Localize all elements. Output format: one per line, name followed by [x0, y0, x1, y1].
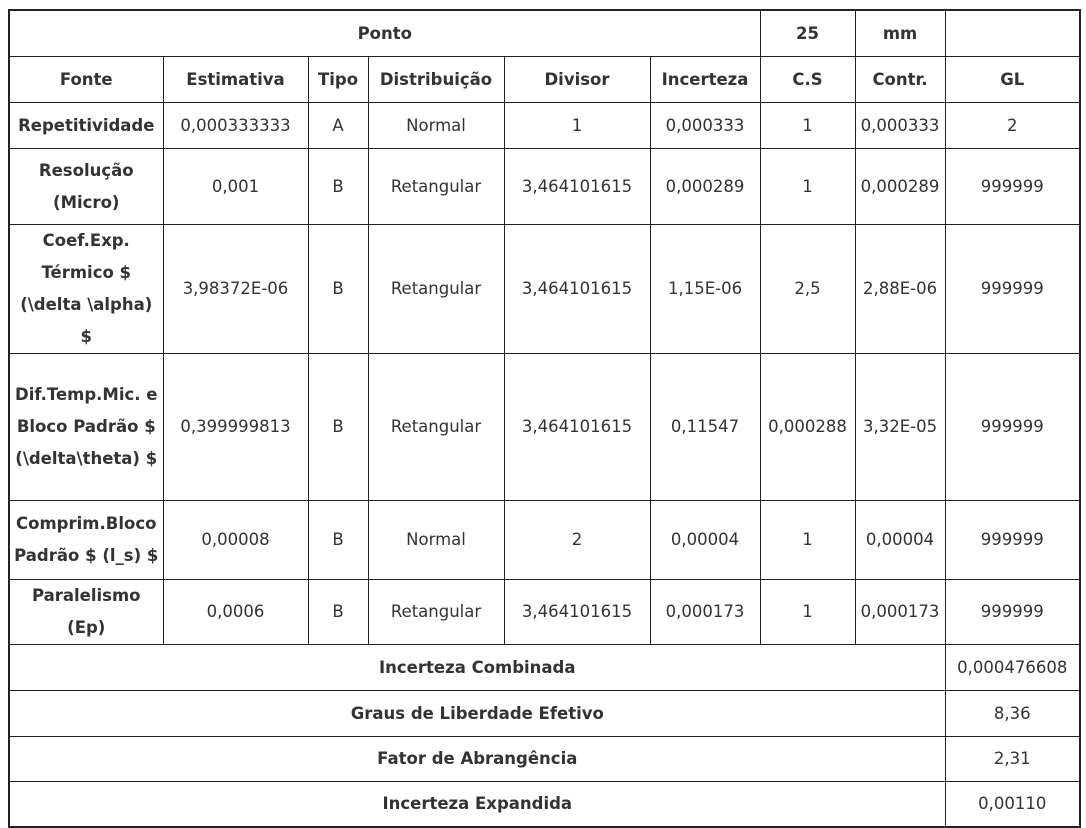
cell-fonte: Paralelismo (Ep): [9, 580, 163, 645]
cell-incerteza: 1,15E-06: [650, 225, 760, 354]
cell-contr: 0,000173: [855, 580, 945, 645]
cell-distribuicao: Retangular: [368, 580, 504, 645]
column-header: Estimativa: [163, 57, 308, 103]
column-header: C.S: [760, 57, 855, 103]
cell-tipo: A: [308, 103, 368, 149]
cell-distribuicao: Normal: [368, 103, 504, 149]
column-header: Contr.: [855, 57, 945, 103]
cell-distribuicao: Normal: [368, 501, 504, 580]
cell-gl: 999999: [945, 354, 1080, 501]
cell-fonte: Repetitividade: [9, 103, 163, 149]
summary-row-effective-dof: [9, 691, 1080, 737]
summary-label: Graus de Liberdade Efetivo: [9, 691, 945, 737]
table-row: [9, 580, 1080, 645]
summary-label: Fator de Abrangência: [9, 737, 945, 782]
column-header-row: [9, 57, 1080, 103]
cell-estimativa: 3,98372E-06: [163, 225, 308, 354]
cell-cs: 1: [760, 103, 855, 149]
cell-contr: 0,000333: [855, 103, 945, 149]
summary-row-combined-uncertainty: [9, 645, 1080, 691]
cell-fonte: Coef.Exp. Térmico $ (\delta \alpha) $: [9, 225, 163, 354]
column-header: Fonte: [9, 57, 163, 103]
cell-incerteza: 0,00004: [650, 501, 760, 580]
summary-label: Incerteza Combinada: [9, 645, 945, 691]
cell-cs: 1: [760, 149, 855, 225]
cell-gl: 999999: [945, 501, 1080, 580]
table-row: [9, 501, 1080, 580]
ponto-unit: mm: [855, 10, 945, 57]
table-row: [9, 225, 1080, 354]
cell-divisor: 3,464101615: [504, 354, 650, 501]
cell-tipo: B: [308, 149, 368, 225]
cell-cs: 0,000288: [760, 354, 855, 501]
cell-tipo: B: [308, 501, 368, 580]
cell-divisor: 3,464101615: [504, 149, 650, 225]
cell-gl: 999999: [945, 225, 1080, 354]
column-header: Incerteza: [650, 57, 760, 103]
cell-incerteza: 0,000173: [650, 580, 760, 645]
summary-value: 8,36: [945, 691, 1080, 737]
cell-contr: 0,000289: [855, 149, 945, 225]
header-empty-cell: [945, 10, 1080, 57]
summary-row-coverage-factor: [9, 737, 1080, 782]
cell-cs: 1: [760, 580, 855, 645]
cell-tipo: B: [308, 580, 368, 645]
header-row-ponto: [9, 10, 1080, 57]
cell-fonte: Comprim.Bloco Padrão $ (l_s) $: [9, 501, 163, 580]
cell-estimativa: 0,399999813: [163, 354, 308, 501]
cell-distribuicao: Retangular: [368, 149, 504, 225]
cell-estimativa: 0,001: [163, 149, 308, 225]
cell-fonte: Resolução (Micro): [9, 149, 163, 225]
cell-gl: 999999: [945, 580, 1080, 645]
ponto-value: 25: [760, 10, 855, 57]
cell-gl: 2: [945, 103, 1080, 149]
table-row: [9, 354, 1080, 501]
cell-incerteza: 0,000289: [650, 149, 760, 225]
summary-row-expanded-uncertainty: [9, 782, 1080, 828]
summary-value: 0,000476608: [945, 645, 1080, 691]
cell-distribuicao: Retangular: [368, 225, 504, 354]
table-row: [9, 103, 1080, 149]
summary-value: 2,31: [945, 737, 1080, 782]
summary-value: 0,00110: [945, 782, 1080, 828]
cell-divisor: 2: [504, 501, 650, 580]
cell-divisor: 1: [504, 103, 650, 149]
cell-estimativa: 0,00008: [163, 501, 308, 580]
cell-divisor: 3,464101615: [504, 580, 650, 645]
ponto-label: Ponto: [9, 10, 760, 57]
cell-estimativa: 0,000333333: [163, 103, 308, 149]
column-header: Divisor: [504, 57, 650, 103]
cell-cs: 2,5: [760, 225, 855, 354]
summary-label: Incerteza Expandida: [9, 782, 945, 828]
column-header: Tipo: [308, 57, 368, 103]
cell-gl: 999999: [945, 149, 1080, 225]
column-header: GL: [945, 57, 1080, 103]
cell-tipo: B: [308, 354, 368, 501]
cell-incerteza: 0,000333: [650, 103, 760, 149]
cell-estimativa: 0,0006: [163, 580, 308, 645]
column-header: Distribuição: [368, 57, 504, 103]
cell-contr: 3,32E-05: [855, 354, 945, 501]
cell-contr: 0,00004: [855, 501, 945, 580]
cell-fonte: Dif.Temp.Mic. e Bloco Padrão $ (\delta\theta) $: [9, 354, 163, 501]
cell-distribuicao: Retangular: [368, 354, 504, 501]
cell-contr: 2,88E-06: [855, 225, 945, 354]
cell-incerteza: 0,11547: [650, 354, 760, 501]
uncertainty-budget-table: [8, 9, 1081, 828]
cell-tipo: B: [308, 225, 368, 354]
cell-cs: 1: [760, 501, 855, 580]
cell-divisor: 3,464101615: [504, 225, 650, 354]
table-row: [9, 149, 1080, 225]
